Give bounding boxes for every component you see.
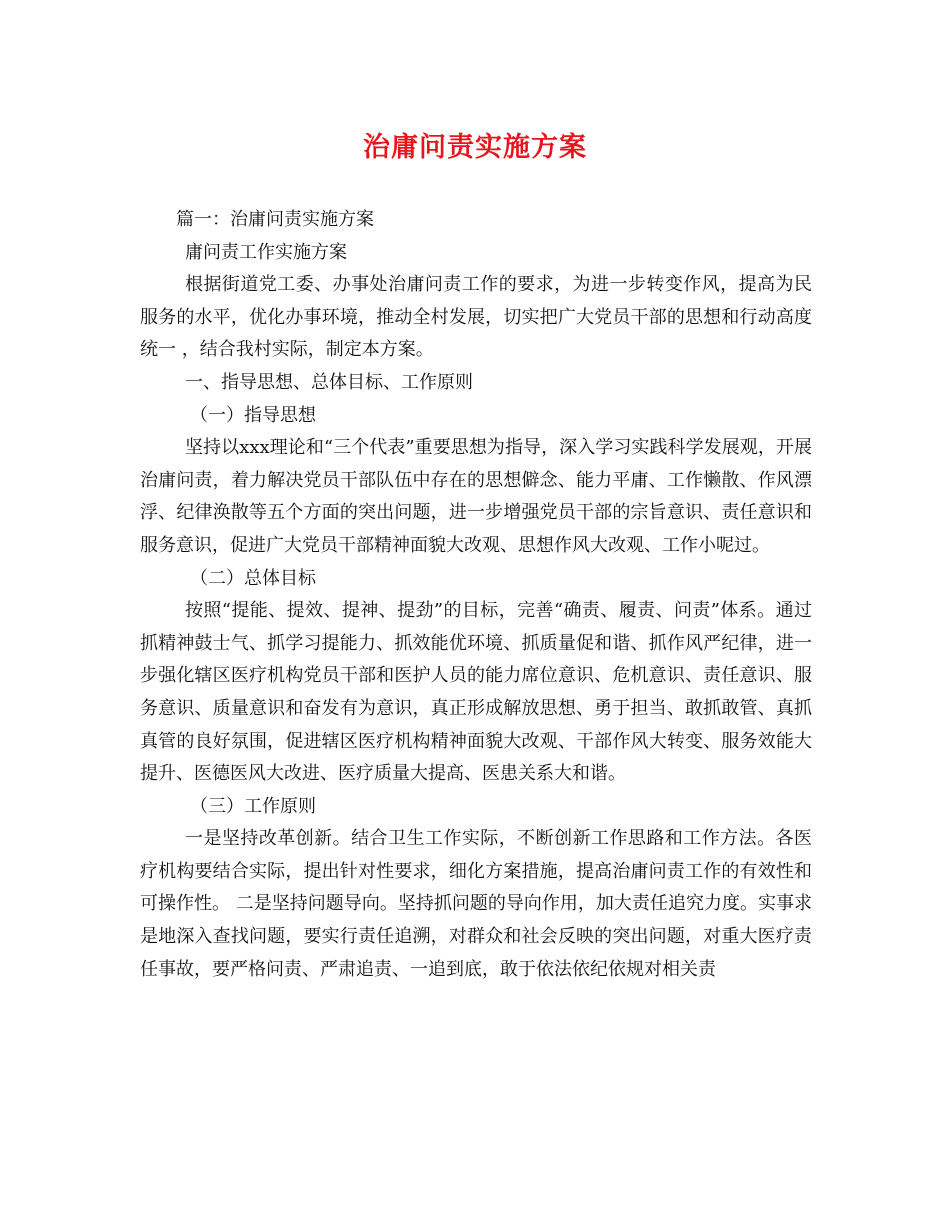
section-heading: 一、指导思想、总体目标、工作原则 (185, 371, 473, 393)
paragraph-overall-goal: 按照“提能、提效、提神、提劲”的目标，完善“确责、履责、问责”体系。通过抓精神鼓士气、抓学习提能力、抓效能优环境、抓质量促和谐、抓作风严纪律，进一步强化辖区医疗机构党员干部和医护人员的能力席位意识、危机意识、责任意识、服务意识、质量意识和奋发有为意识，真正形成解放思想、勇于担当、敢抓敢管、真抓真管的良好氛围，促进辖区医疗机构精神面貌大改观、干部作风大转变、服务效能大提升、医德医风大改进、医疗质量大提高、医患关系大和谐。 (140, 600, 812, 785)
document-title: 治庸问责实施方案 (363, 132, 587, 163)
chapter-heading: 篇一：治庸问责实施方案 (176, 209, 374, 230)
subtitle: 庸问责工作实施方案 (185, 241, 347, 263)
subsection-heading: （一）指导思想 (190, 404, 316, 426)
paragraph-intro: 根据街道党工委、办事处治庸问责工作的要求，为进一步转变作风，提高为民服务的水平，优化办事环境，推动全村发展，切实把广大党员干部的思想和行动高度统一 ，结合我村实际，制定本方案。 (140, 274, 812, 361)
paragraph-guiding-ideology: 坚持以xxx理论和“三个代表”重要思想为指导，深入学习实践科学发展观，开展治庸问责，着力解决党员干部队伍中存在的思想僻念、能力平庸、工作懒散、作风漂浮、纪律涣散等五个方面的突出问题，进一步增强党员干部的宗旨意识、责任意识和服务意识，促进广大党员干部精神面貌大改观、思想作风大改观、工作小呢过。 (140, 437, 812, 556)
paragraph-work-principles: 一是坚持改革创新。结合卫生工作实际，不断创新工作思路和工作方法。各医疗机构要结合实际，提出针对性要求，细化方案措施，提高治庸问责工作的有效性和可操作性。 二是坚持问题导向。坚持抓问题的导向作用，加大责任追究力度。实事求是地深入查找问题，要实行责任追溯，对群众和社会反映的突出问题，对重大医疗责任事故，要严格问责、严肃追责、一追到底，敢于依法依纪依规对相关责 (140, 828, 812, 980)
subsection-heading: （三）工作原则 (190, 795, 316, 817)
subsection-heading: （二）总体目标 (190, 567, 316, 589)
document-body (140, 204, 812, 986)
